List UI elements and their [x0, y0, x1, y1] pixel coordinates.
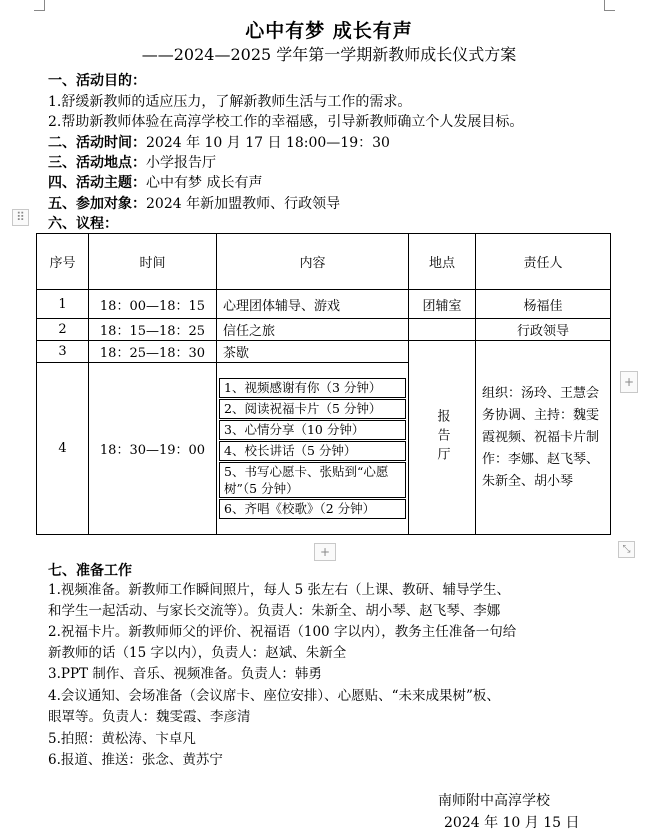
ceremony-item: 2、阅读祝福卡片（5 分钟） [219, 399, 406, 419]
row-time: 18：30—19：00 [89, 363, 217, 535]
row-time: 18：00—18：15 [89, 290, 217, 319]
row-owner: 行政领导 [476, 319, 611, 341]
prep-line: 新教师的话（15 字以内），负责人：赵斌、朱新全 [48, 645, 347, 661]
header-no: 序号 [37, 234, 89, 290]
add-row-button[interactable]: + [314, 543, 336, 561]
agenda-table [36, 233, 611, 535]
signature-date: 2024 年 10 月 15 日 [444, 815, 580, 831]
table-header-row [37, 234, 611, 290]
header-owner: 责任人 [476, 234, 611, 290]
document-subtitle: ——2024—2025 学年第一学期新教师成长仪式方案 [141, 45, 517, 64]
row-content: 信任之旅 [217, 319, 409, 341]
table-move-handle[interactable]: ⠿ [12, 209, 29, 226]
row-content: 茶歇 [217, 341, 409, 363]
hall-cell: 报告厅 [409, 341, 476, 535]
agenda-heading: 六、议程： [48, 216, 118, 232]
prep-line: 4.会议通知、会场准备（会议席卡、座位安排）、心愿贴、“未来成果树”板、 [48, 688, 500, 704]
ceremony-item: 5、书写心愿卡、张贴到“心愿树”（5 分钟） [219, 462, 406, 498]
table-resize-handle[interactable]: ⤡ [618, 541, 635, 558]
document-title: 心中有梦 成长有声 [245, 20, 413, 42]
prep-line: 1.视频准备。新教师工作瞬间照片，每人 5 张左右（上课、教研、辅导学生、 [48, 582, 511, 598]
prep-line: 眼罩等。负责人：魏雯霞、李彦清 [48, 709, 251, 725]
attendees-line: 五、参加对象：2024 年新加盟教师、行政领导 [48, 196, 341, 212]
ceremony-item: 4、校长讲话（5 分钟） [219, 441, 406, 461]
goal-item-1: 1.舒缓新教师的适应压力，了解新教师生活与工作的需求。 [48, 94, 412, 110]
page-corner-mark [604, 0, 615, 11]
row-owner: 杨福佳 [476, 290, 611, 319]
table-row [37, 319, 611, 341]
goal-item-2: 2.帮助新教师体验在高淳学校工作的幸福感，引导新教师确立个人发展目标。 [48, 114, 524, 130]
prep-line: 和学生一起活动、与家长交流等）。负责人：朱新全、胡小琴、赵飞琴、李娜 [48, 603, 501, 619]
row-no: 4 [37, 363, 89, 535]
prep-line: 5.拍照：黄松涛、卞卓凡 [48, 731, 196, 747]
header-time: 时间 [89, 234, 217, 290]
prep-line: 6.报道、推送：张念、黄苏宁 [48, 752, 223, 768]
goal-heading: 一、活动目的： [48, 73, 146, 89]
add-column-button[interactable]: + [620, 371, 638, 393]
time-line: 二、活动时间：2024 年 10 月 17 日 18:00—19：30 [48, 135, 390, 151]
ceremony-item: 3、心情分享（10 分钟） [219, 420, 406, 440]
table-row [37, 290, 611, 319]
row-no: 1 [37, 290, 89, 319]
row-place: 团辅室 [409, 290, 476, 319]
ceremony-item: 6、齐唱《校歌》（2 分钟） [219, 499, 406, 519]
row-time: 18：15—18：25 [89, 319, 217, 341]
row-no: 3 [37, 341, 89, 363]
table-row [37, 341, 611, 363]
place-line: 三、活动地点：小学报告厅 [48, 155, 216, 171]
row-time: 18：25—18：30 [89, 341, 217, 363]
signature-org: 南师附中高淳学校 [438, 793, 550, 809]
ceremony-item: 1、视频感谢有你（3 分钟） [219, 378, 406, 398]
prep-line: 2.祝福卡片。新教师师父的评价、祝福语（100 字以内），教务主任准备一句给 [48, 624, 517, 640]
page-corner-mark [34, 0, 45, 11]
ceremony-items-cell [217, 363, 409, 535]
prep-heading: 七、准备工作 [48, 563, 132, 579]
row-content: 心理团体辅导、游戏 [217, 290, 409, 319]
header-place: 地点 [409, 234, 476, 290]
row-place [409, 319, 476, 341]
header-content: 内容 [217, 234, 409, 290]
ceremony-owner-cell: 组织：汤玲、王慧会务协调、主持：魏雯霞视频、祝福卡片制作：李娜、赵飞琴、朱新全、胡小琴 [476, 341, 611, 535]
theme-line: 四、活动主题：心中有梦 成长有声 [48, 175, 263, 191]
row-no: 2 [37, 319, 89, 341]
prep-line: 3.PPT 制作、音乐、视频准备。负责人：韩勇 [48, 666, 322, 682]
